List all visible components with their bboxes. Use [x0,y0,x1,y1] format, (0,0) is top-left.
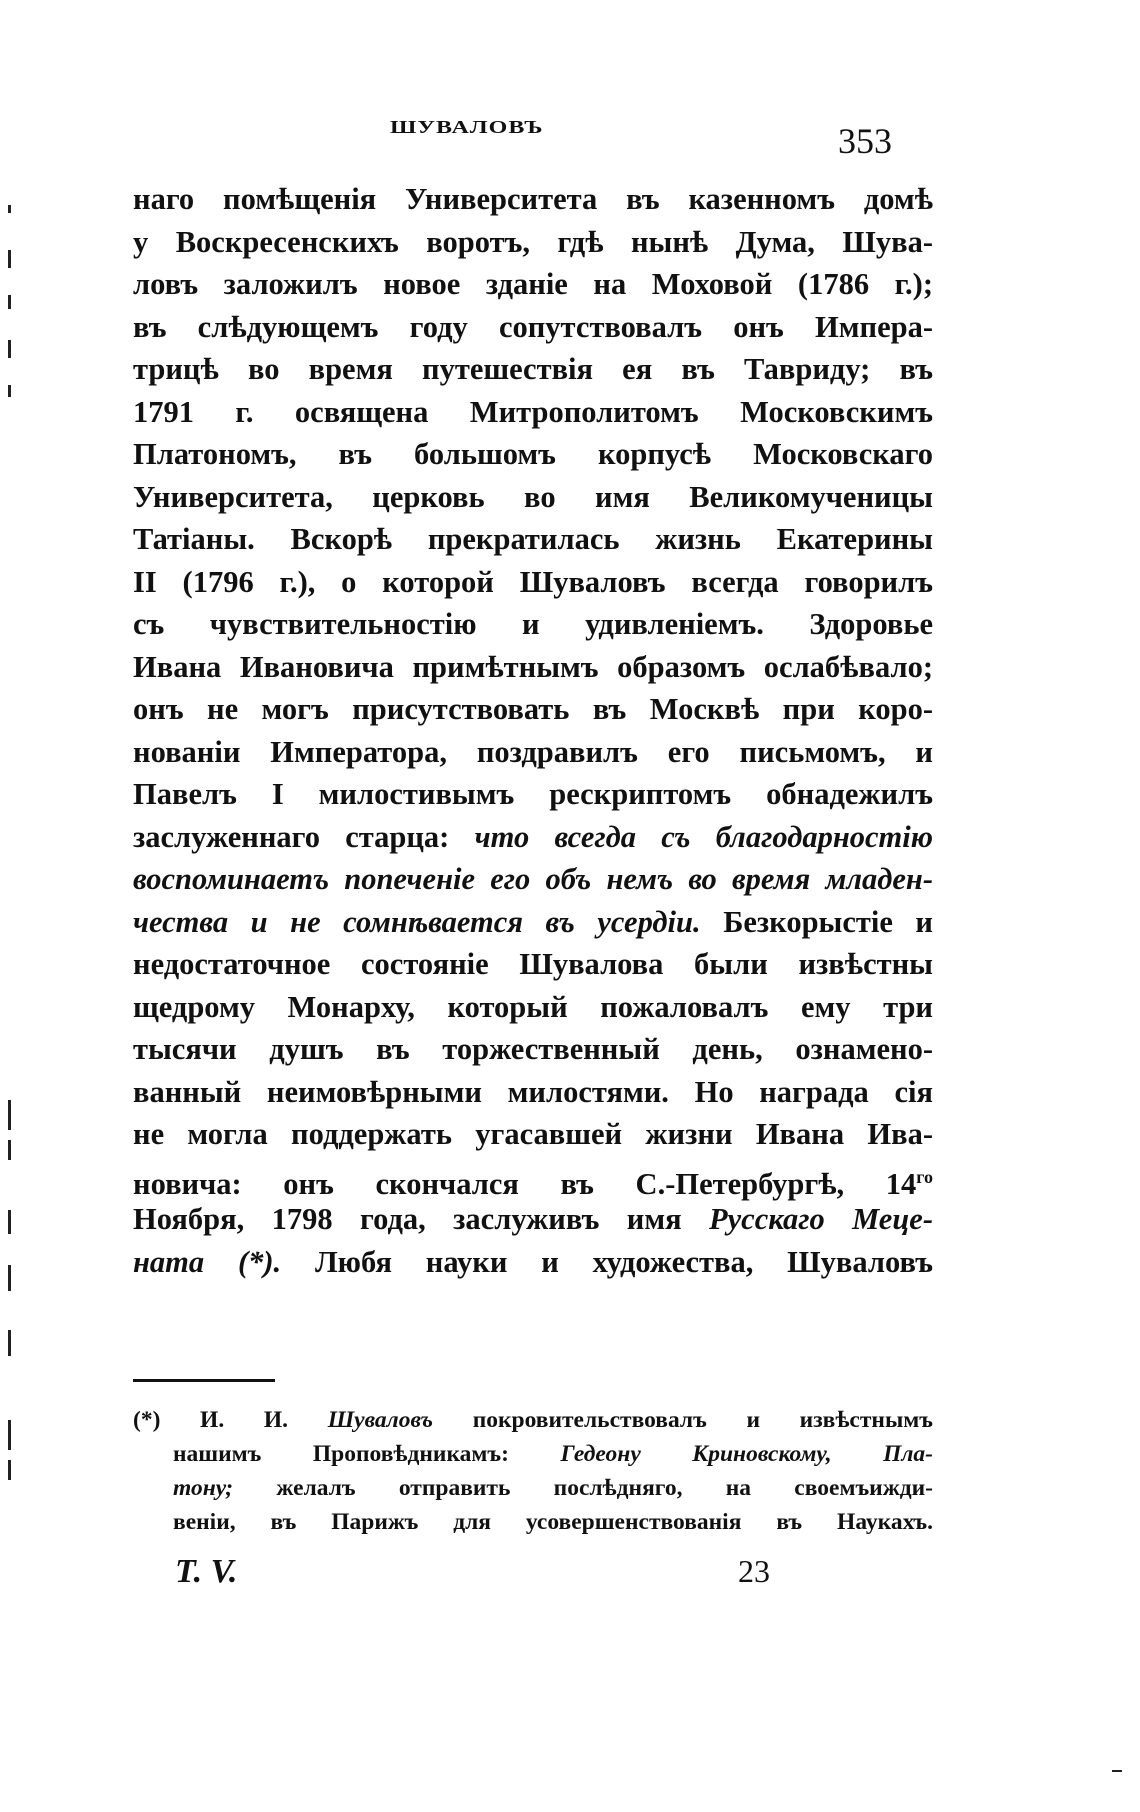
text-line: у Воскресенскихъ воротъ, гдѣ нынѣ Дума, Шува- [133,224,933,259]
text-line: Павелъ I милостивымъ рескриптомъ обнадежилъ [133,777,933,811]
scan-speck [8,1460,11,1480]
italic-phrase: Русскаго Меце- [709,1202,933,1236]
text-line-mixed [133,901,933,944]
text-segment: Ноября, 1798 года, заслуживъ имя [133,1202,682,1236]
text-line: ванный неимовѣрными милостями. Но награда сія [133,1074,933,1109]
text-line: Университета, церковь во имя Великомученицы [133,479,933,514]
text-line-mixed [133,1156,933,1199]
sheet-number: 23 [738,1553,770,1589]
scan-speck [8,1100,11,1130]
text-segment: заслуженнаго старца: [133,819,450,854]
footnote-text: покровительствовалъ и извѣстнымъ [472,1407,933,1433]
scan-speck [8,340,11,358]
text-segment: Любя науки и художества, Шуваловъ [314,1244,934,1279]
text-line-mixed [133,1241,933,1284]
text-line: 1791 г. освящена Митрополитомъ Московскимъ [133,394,933,429]
text-line: не могла поддержать угасавшей жизни Ивана Ива- [133,1117,933,1151]
text-line: съ чувствительностію и удивленіемъ. Здоровье [133,607,933,641]
text-segment: Безкорыстіе и [723,904,933,939]
footnote-line [133,1403,933,1437]
text-line: наго помѣщенія Университета въ казенномъ домѣ [133,182,933,216]
footnote [133,1403,933,1539]
scan-speck [8,385,11,397]
italic-quote: что всегда съ благодарностію [474,819,934,854]
italic-quote: чества и не сомнѣвается въ усердіи. [133,904,701,939]
footnote-marker: (*) И. И. [133,1407,289,1433]
text-line: тысячи душъ въ торжественный день, ознамено- [133,1032,933,1066]
text-segment: новича: онъ скончался въ С.-Петербургѣ, 14 [133,1166,917,1201]
page-number: 353 [838,121,892,161]
scan-speck [8,205,11,213]
footnote-text: желалъ отправить послѣдняго, на своемъижди- [276,1475,933,1501]
text-line: въ слѣдующемъ году сопутствовалъ онъ Импера- [133,309,933,344]
scan-speck [8,1140,11,1160]
footnote-line: веніи, въ Парижъ для усовершенствованія въ Наукахъ. [173,1509,933,1535]
scan-speck [8,1330,11,1356]
text-line: трицѣ во время путешествія ея въ Тавриду; въ [133,352,933,386]
footnote-line [133,1471,933,1505]
text-line: Ивана Ивановича примѣтнымъ образомъ ослабѣвало; [133,649,933,684]
italic-phrase: ната (*). [133,1244,282,1279]
footnote-text: нашимъ Проповѣдникамъ: [173,1441,509,1467]
text-line: щедрому Монарху, который пожаловалъ ему три [133,989,933,1024]
footnote-italic: тону; [173,1475,234,1501]
text-line: нованіи Императора, поздравилъ его письмомъ, и [133,734,933,769]
text-line-mixed [133,816,933,859]
signature-mark: Т. V. [175,1553,238,1590]
text-line-mixed [133,1198,933,1241]
footnote-name: Шуваловъ [327,1407,434,1433]
scan-speck [1112,1770,1122,1772]
footnote-italic: Гедеону Криновскому, Пла- [560,1441,933,1467]
scan-speck [8,1210,11,1234]
scan-speck [8,250,11,268]
scan-speck [8,1420,11,1450]
text-line: онъ не могъ присутствовать въ Москвѣ при коро- [133,692,933,726]
running-head: ШУВАЛОВЪ [390,118,544,138]
italic-quote-line: воспоминаетъ попеченіе его объ немъ во время младен- [133,862,933,896]
text-line: ловъ заложилъ новое зданіе на Моховой (1786 г.); [133,267,933,301]
text-line: II (1796 г.), о которой Шуваловъ всегда говорилъ [133,564,933,599]
footnote-rule [133,1379,275,1382]
footnote-line [133,1437,933,1471]
text-line: недостаточное состояніе Шувалова были извѣстны [133,947,933,981]
text-line: Татіаны. Вскорѣ прекратилась жизнь Екатерины [133,522,933,556]
scan-speck [8,295,11,309]
body-text [133,178,933,1283]
text-line: Платономъ, въ большомъ корпусѣ Московскаго [133,437,933,471]
superscript: го [916,1166,933,1187]
scan-speck [8,1265,11,1291]
